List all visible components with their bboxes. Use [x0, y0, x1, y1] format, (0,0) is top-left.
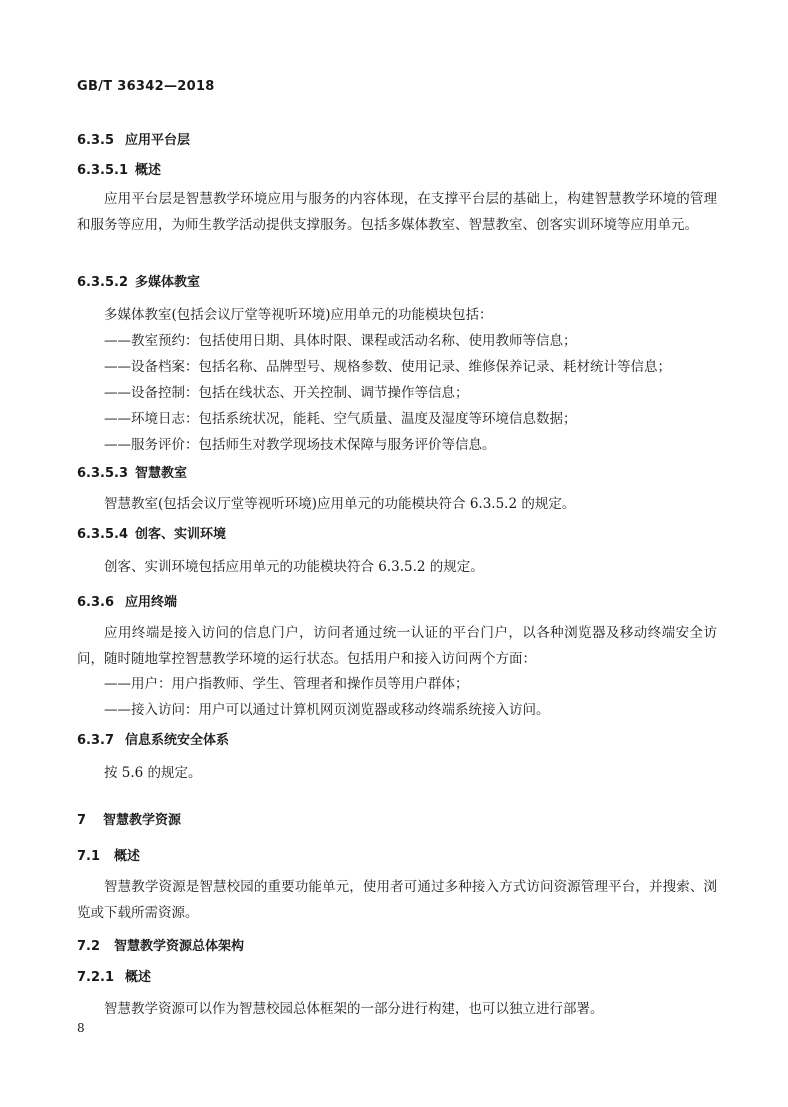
heading-6-3-5-2 — [77, 271, 200, 290]
heading-7-2 — [77, 935, 244, 954]
list-item: ——教室预约：包括使用日期、具体时限、课程或活动名称、使用教师等信息； — [104, 333, 577, 349]
section-title: 概述 — [114, 849, 141, 864]
paragraph-6-3-5-4: 创客、实训环境包括应用单元的功能模块符合 6.3.5.2 的规定。 — [104, 559, 484, 575]
section-number: 6.3.5 — [77, 133, 115, 148]
section-title: 应用终端 — [125, 595, 178, 610]
section-title: 智慧教学资源 — [103, 813, 182, 828]
paragraph-6-3-5-2: 多媒体教室(包括会议厅堂等视听环境)应用单元的功能模块包括： — [104, 307, 493, 323]
paragraph-7-2-1: 智慧教学资源可以作为智慧校园总体框架的一部分进行构建，也可以独立进行部署。 — [104, 1001, 604, 1017]
heading-7-2-1 — [77, 966, 151, 985]
heading-6-3-5-4 — [77, 523, 226, 542]
section-number: 6.3.5.2 — [77, 275, 128, 290]
section-number: 6.3.6 — [77, 595, 115, 610]
section-number: 7.2 — [77, 939, 101, 954]
paragraph-7-1: 智慧教学资源是智慧校园的重要功能单元，使用者可通过多种接入方式访问资源管理平台，并搜索、浏览或下载所需资源。 — [77, 879, 717, 921]
heading-6-3-5 — [77, 129, 190, 148]
section-number: 6.3.5.4 — [77, 527, 128, 542]
standard-code: GB/T 36342—2018 — [77, 79, 215, 94]
paragraph-6-3-6: 应用终端是接入访问的信息门户，访问者通过统一认证的平台门户，以各种浏览器及移动终端安全访问，随时随地掌控智慧教学环境的运行状态。包括用户和接入访问两个方面： — [77, 625, 717, 667]
section-title: 概述 — [125, 970, 152, 985]
section-title: 应用平台层 — [125, 133, 191, 148]
list-item: ——设备档案：包括名称、品牌型号、规格参数、使用记录、维修保养记录、耗材统计等信息； — [104, 359, 671, 375]
list-item: ——接入访问：用户可以通过计算机网页浏览器或移动终端系统接入访问。 — [104, 702, 550, 718]
list-item: ——服务评价：包括师生对教学现场技术保障与服务评价等信息。 — [104, 437, 496, 453]
list-item: ——设备控制：包括在线状态、开关控制、调节操作等信息； — [104, 385, 469, 401]
heading-6-3-7 — [77, 729, 229, 748]
paragraph-6-3-7: 按 5.6 的规定。 — [104, 765, 202, 781]
paragraph-6-3-5-3: 智慧教室(包括会议厅堂等视听环境)应用单元的功能模块符合 6.3.5.2 的规定。 — [104, 496, 576, 512]
section-title: 概述 — [135, 163, 162, 178]
section-title: 创客、实训环境 — [135, 527, 227, 542]
list-item: ——环境日志：包括系统状况，能耗、空气质量、温度及湿度等环境信息数据； — [104, 411, 577, 427]
section-number: 6.3.5.3 — [77, 466, 128, 481]
section-title: 智慧教室 — [135, 466, 188, 481]
heading-7 — [77, 809, 181, 828]
section-title: 智慧教学资源总体架构 — [114, 939, 245, 954]
paragraph-6-3-5-1: 应用平台层是智慧教学环境应用与服务的内容体现，在支撑平台层的基础上，构建智慧教学环境的管理和服务等应用，为师生教学活动提供支撑服务。包括多媒体教室、智慧教室、创客实训环境等应用单元。 — [77, 191, 717, 233]
section-number: 7.2.1 — [77, 970, 115, 985]
section-number: 7.1 — [77, 849, 101, 864]
heading-6-3-5-1 — [77, 159, 161, 178]
section-title: 多媒体教室 — [135, 275, 201, 290]
heading-7-1 — [77, 845, 140, 864]
section-title: 信息系统安全体系 — [125, 733, 230, 748]
page-number: 8 — [77, 1021, 85, 1035]
list-item: ——用户：用户指教师、学生、管理者和操作员等用户群体； — [104, 676, 469, 692]
heading-6-3-6 — [77, 591, 177, 610]
section-number: 7 — [77, 813, 87, 828]
section-number: 6.3.5.1 — [77, 163, 128, 178]
heading-6-3-5-3 — [77, 462, 187, 481]
section-number: 6.3.7 — [77, 733, 115, 748]
